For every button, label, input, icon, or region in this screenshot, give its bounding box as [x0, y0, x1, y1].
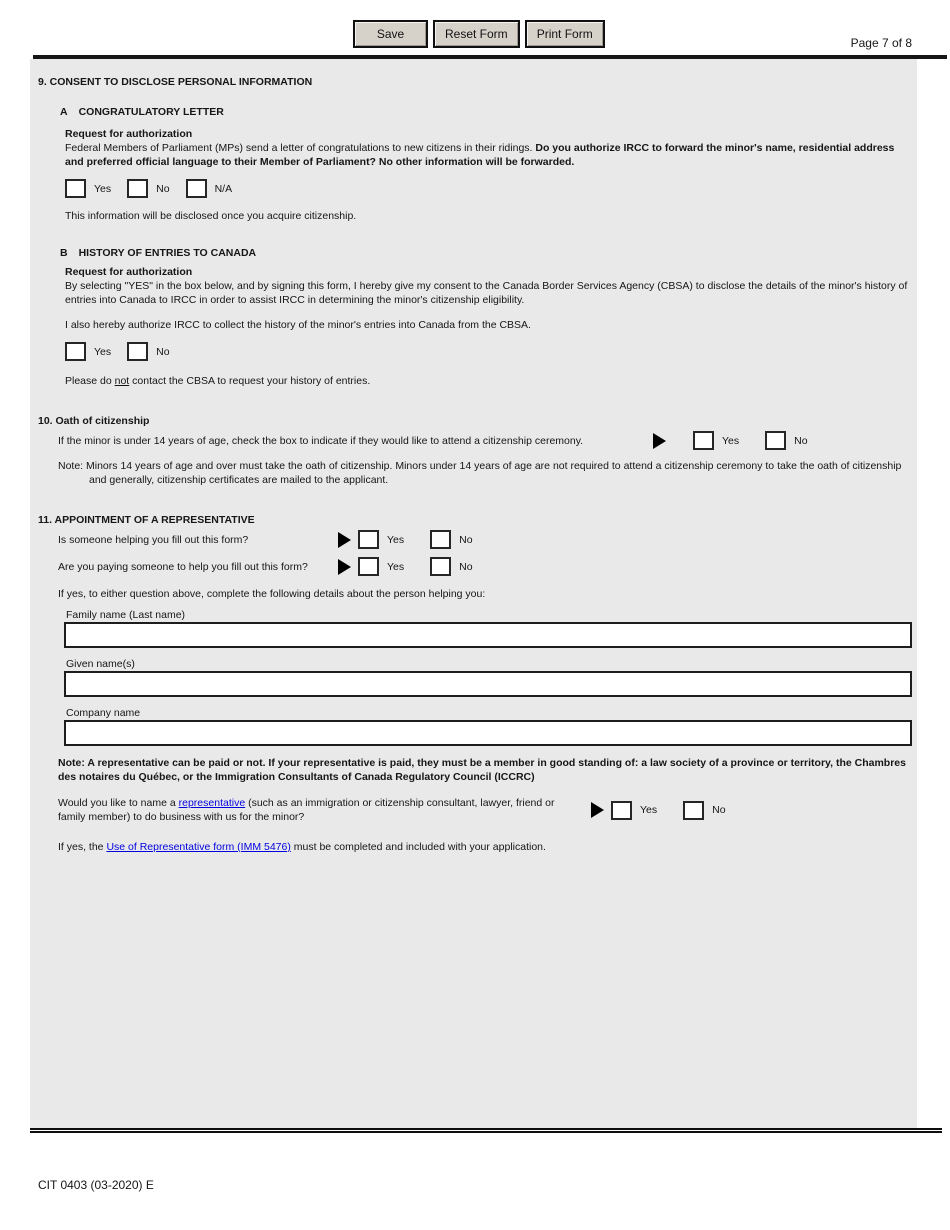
representative-options: [611, 801, 742, 820]
congratulatory-na-label: N/A: [214, 182, 233, 195]
helping-no-checkbox[interactable]: [430, 530, 451, 549]
note-prefix: Note:: [58, 460, 87, 472]
history-yes-option: [65, 342, 111, 361]
representative-link[interactable]: representative: [178, 797, 246, 809]
helping-yes-option: [358, 530, 404, 549]
toolbar: [0, 0, 950, 55]
if-yes-intro: If yes, to either question above, complete the following details about the person helping you:: [58, 588, 486, 600]
congratulatory-na-option: [186, 179, 233, 198]
section9a-text-bold: Do you authorize IRCC to forward the minor's name, residential address and preferred official language to their Member of Parliament? No other information will be forwarded.: [65, 142, 895, 168]
helping-question-row: [58, 530, 912, 549]
save-button[interactable]: Save: [353, 20, 428, 48]
warning-prefix: Please do: [65, 375, 115, 387]
section9b-paragraph1: By selecting "YES" in the box below, and by signing this form, I hereby give my consent to the Canada Border Services Agency (CBSA) to disclose the details of the minor's history of entries into Canada to IRCC in order to assist IRCC in determining the minor's citizenship eligibility.: [65, 280, 908, 306]
oath-yes-option: [693, 431, 739, 450]
history-no-option: [127, 342, 169, 361]
oath-no-label: No: [794, 434, 808, 447]
note-body: Minors 14 years of age and over must take the oath of citizenship. Minors under 14 years of age are not required to attend a citizenship ceremony to take the oath of citizenship and generally, citizenship certificates are mailed to the applicant.: [86, 460, 902, 486]
section9a-paragraph: [65, 141, 912, 169]
family-name-label: Family name (Last name): [66, 609, 186, 621]
oath-no-checkbox[interactable]: [765, 431, 786, 450]
paying-no-label: No: [459, 560, 473, 573]
company-name-input[interactable]: [64, 720, 912, 746]
history-no-checkbox[interactable]: [127, 342, 148, 361]
oath-yes-checkbox[interactable]: [693, 431, 714, 450]
paying-options: [358, 557, 489, 576]
form-body: [30, 59, 917, 1128]
family-name-input[interactable]: [64, 622, 912, 648]
section9b-warning: [65, 374, 912, 388]
section9b-request-label: Request for authorization: [65, 266, 193, 278]
helping-yes-checkbox[interactable]: [358, 530, 379, 549]
button-row: [353, 20, 605, 48]
helping-options: [358, 530, 489, 549]
section9b-paragraph2: I also hereby authorize IRCC to collect the history of the minor's entries into Canada from the CBSA.: [65, 319, 531, 331]
oath-yes-label: Yes: [722, 434, 740, 447]
section9b-title: HISTORY OF ENTRIES TO CANADA: [78, 247, 257, 259]
section9a-heading: [60, 105, 912, 119]
rep-q-part1: Would you like to name a: [58, 797, 179, 809]
helping-no-label: No: [459, 533, 473, 546]
section9a-options-row: [65, 179, 912, 198]
paying-no-checkbox[interactable]: [430, 557, 451, 576]
arrow-right-icon: [338, 532, 351, 548]
representative-yes-option: [611, 801, 657, 820]
imm-part2: must be completed and included with your application.: [290, 841, 546, 853]
representative-question-row: [58, 796, 912, 824]
congratulatory-na-checkbox[interactable]: [186, 179, 207, 198]
arrow-right-icon: [591, 802, 604, 818]
history-no-label: No: [156, 345, 170, 358]
section11-title: 11. APPOINTMENT OF A REPRESENTATIVE: [38, 514, 255, 526]
helping-yes-label: Yes: [387, 533, 405, 546]
congratulatory-no-option: [127, 179, 169, 198]
given-names-input[interactable]: [64, 671, 912, 697]
warning-underlined: not: [114, 375, 130, 387]
section9a-title: CONGRATULATORY LETTER: [78, 106, 224, 118]
section9a-disclosure-note: This information will be disclosed once you acquire citizenship.: [65, 210, 357, 222]
representative-yes-checkbox[interactable]: [611, 801, 632, 820]
section9b-heading: [60, 246, 912, 260]
helping-question: Is someone helping you fill out this form?: [58, 533, 249, 546]
company-name-label: Company name: [66, 707, 141, 719]
section9b-letter: B: [60, 247, 68, 259]
congratulatory-no-checkbox[interactable]: [127, 179, 148, 198]
rep-q-part2: (such as an immigration or citizenship consultant, lawyer, friend or family member) to do business with us for the minor?: [58, 797, 555, 823]
reset-form-button[interactable]: Reset Form: [433, 20, 520, 48]
representative-yes-label: Yes: [640, 804, 658, 816]
section9b-options-row: [65, 342, 912, 361]
paying-no-option: [430, 557, 472, 576]
section9a-letter: A: [60, 106, 68, 118]
arrow-right-icon: [653, 433, 666, 449]
page-indicator: Page 7 of 8: [850, 36, 912, 50]
imm5476-line: [58, 840, 912, 854]
history-yes-checkbox[interactable]: [65, 342, 86, 361]
section10-title: 10. Oath of citizenship: [38, 415, 150, 427]
form-code: CIT 0403 (03-2020) E: [38, 1178, 154, 1192]
section10-question-row: [58, 431, 912, 450]
given-names-label: Given name(s): [66, 658, 135, 670]
oath-options: [693, 431, 824, 450]
representative-no-label: No: [712, 804, 726, 816]
representative-no-option: [683, 801, 725, 820]
section9a-text-normal: Federal Members of Parliament (MPs) send a letter of congratulations to new citizens in their ridings.: [65, 142, 536, 154]
arrow-right-icon: [338, 559, 351, 575]
representative-no-checkbox[interactable]: [683, 801, 704, 820]
congratulatory-yes-checkbox[interactable]: [65, 179, 86, 198]
imm-part1: If yes, the: [58, 841, 107, 853]
oath-no-option: [765, 431, 807, 450]
paying-yes-option: [358, 557, 404, 576]
footer-rule: [30, 1128, 942, 1133]
section9-title: 9. CONSENT TO DISCLOSE PERSONAL INFORMATION: [38, 76, 313, 88]
paying-question: Are you paying someone to help you fill out this form?: [58, 560, 308, 573]
congratulatory-yes-option: [65, 179, 111, 198]
section10-note: [58, 459, 912, 487]
warning-suffix: contact the CBSA to request your history of entries.: [129, 375, 371, 387]
paying-yes-checkbox[interactable]: [358, 557, 379, 576]
print-form-button[interactable]: Print Form: [525, 20, 605, 48]
representative-question: [58, 796, 583, 824]
section10-question: If the minor is under 14 years of age, check the box to indicate if they would like to attend a citizenship ceremony.: [58, 434, 584, 447]
congratulatory-yes-label: Yes: [94, 182, 112, 195]
paying-question-row: [58, 557, 912, 576]
representative-note: Note: A representative can be paid or not. If your representative is paid, they must be a member in good standing of: a law society of a province or territory, the Chambres des notaires du Québec, or the Immigration Consultants of Canada Regulatory Council (ICCRC): [58, 757, 906, 783]
history-yes-label: Yes: [94, 345, 112, 358]
congratulatory-no-label: No: [156, 182, 170, 195]
section9a-request-label: Request for authorization: [65, 128, 193, 140]
helping-no-option: [430, 530, 472, 549]
imm5476-link[interactable]: Use of Representative form (IMM 5476): [106, 841, 291, 853]
paying-yes-label: Yes: [387, 560, 405, 573]
